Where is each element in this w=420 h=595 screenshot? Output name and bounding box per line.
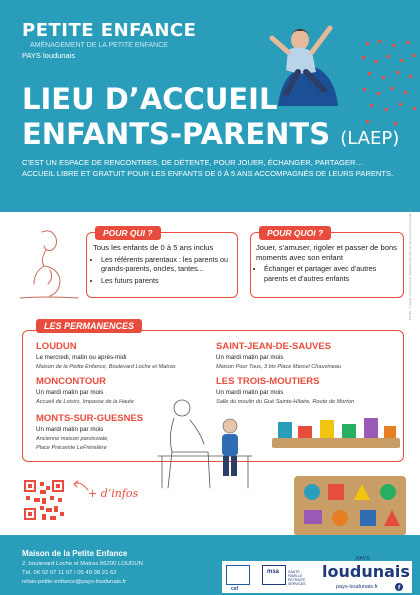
pour-quoi-text [256,243,398,285]
monts-place-1 [36,435,109,443]
intro-text [22,158,402,179]
city-moncontour: MONCONTOUR [36,376,107,387]
city-monts-sur-guesnes: MONTS-SUR-GUESNES [36,413,144,424]
credits-text: Crédits : Freepik - Conception et réalisation Service communication Pays Loudunais [408,208,412,320]
moncontour-schedule: Un mardi matin par mois [36,389,104,396]
msa-logo-text: msa [267,569,280,575]
pays-logo-label: PAYS [356,556,370,562]
puzzle-toy-illustration [290,468,410,536]
pour-quoi-list [256,264,398,283]
caf-logo-text: caf [231,586,239,592]
website-link[interactable]: pays-loudunais.fr [336,584,378,590]
pour-qui-tag: POUR QUI ? [95,226,161,240]
footer-address: 2, boulevard Loche et Matras 86200 LOUDUN [22,561,143,567]
page-title [22,82,399,156]
pour-quoi-tag: POUR QUOI ? [259,226,331,240]
intro-line-2: ACCUEIL LIBRE ET GRATUIT POUR LES ENFANTS DE 0 À 5 ANS ACCOMPAGNÉS DE LEURS PARENTS. [22,168,394,178]
saint-jean-place [216,363,341,371]
city-les-trois-moutiers: LES TROIS-MOUTIERS [216,376,320,387]
saint-jean-place-text: Maison Pour Tous, 3 bis Place Marcel Chauvineau [216,364,342,370]
msa-logo [262,565,286,585]
arrow-icon [72,478,90,492]
pour-qui-list [93,255,231,286]
title-line-1: LIEU D’ACCUEIL [22,82,278,116]
brand-logo-title: PETITE ENFANCE [22,20,197,41]
pour-qui-bullet-2: • Les futurs parents [101,276,231,286]
title-abbr: (LAEP) [340,128,400,149]
trois-moutiers-schedule: Un mardi matin par mois [216,389,284,396]
qr-code[interactable] [22,478,66,522]
saint-jean-schedule: Un mardi matin par mois [216,354,284,361]
city-saint-jean-de-sauves: SAINT-JEAN-DE-SAUVES [216,341,332,352]
header-band [0,0,420,212]
monts-place-2-text: Place Préceinte LeFrérelière [36,445,107,451]
pour-qui-lead: Tous les enfants de 0 à 5 ans inclus [93,243,214,252]
pour-qui-text [93,243,231,287]
title-line-2 [22,117,399,156]
brand-logo-subtitle: AMÉNAGEMENT DE LA PETITE ENFANCE [30,42,168,49]
trois-moutiers-place-text: Salle du moulin du Gué Sainte-Hilaire, Route de Morton [216,399,355,405]
stacking-toy-illustration [268,408,404,454]
pour-quoi-lead: Jouer, s’amuser, rigoler et passer de bons moments avec son enfant [256,243,397,262]
pregnant-woman-illustration [14,226,84,302]
monts-place-1-text: Ancienne maison paroissiale, [36,436,109,442]
monts-place-2 [36,444,107,452]
footer-email[interactable]: relais-petite-enfance@pays-loudunais.fr [22,579,127,585]
monts-schedule: Un mardi matin par mois [36,426,104,433]
loudun-place [36,363,176,371]
loudun-place-text: Maison de la Petite Enfance, Boulevard Loche et Matras [36,364,176,370]
city-loudun: LOUDUN [36,341,77,352]
brand-logo-pays: PAYS loudunais [22,51,76,60]
permanences-tag: LES PERMANENCES [36,319,142,333]
loudunais-logo: loudunais [322,562,410,581]
loudun-schedule: Le mercredi, matin ou après-midi [36,354,127,361]
footer-org-name: Maison de la Petite Enfance [22,549,128,558]
infos-label: + d’infos [88,487,139,500]
grandparent-child-illustration [148,396,266,492]
intro-line-1: C’EST UN ESPACE DE RENCONTRES, DE DÉTENTE, POUR JOUER, ÉCHANGER, PARTAGER… [22,158,364,167]
caf-logo [226,565,250,585]
moncontour-place [36,398,134,406]
pour-qui-bullet-1: • Les référents parentaux : les parents ou grands-parents, oncles, tantes... [101,255,231,274]
facebook-icon[interactable] [395,583,403,591]
title-line-2-text: ENFANTS-PARENTS [22,117,331,151]
footer-phone: Tél. 06 02 07 11 07 / 05 49 98 21 62 [22,570,117,576]
msa-tagline: SANTÉ FAMILLE RETRAITE SERVICES [288,570,306,586]
moncontour-place-text: Accueil de Loisirs, Impasse de la Haute [36,399,134,405]
pour-quoi-bullet-1: • Échanger et partager avec d’autres parents et d’autres enfants [264,264,398,283]
